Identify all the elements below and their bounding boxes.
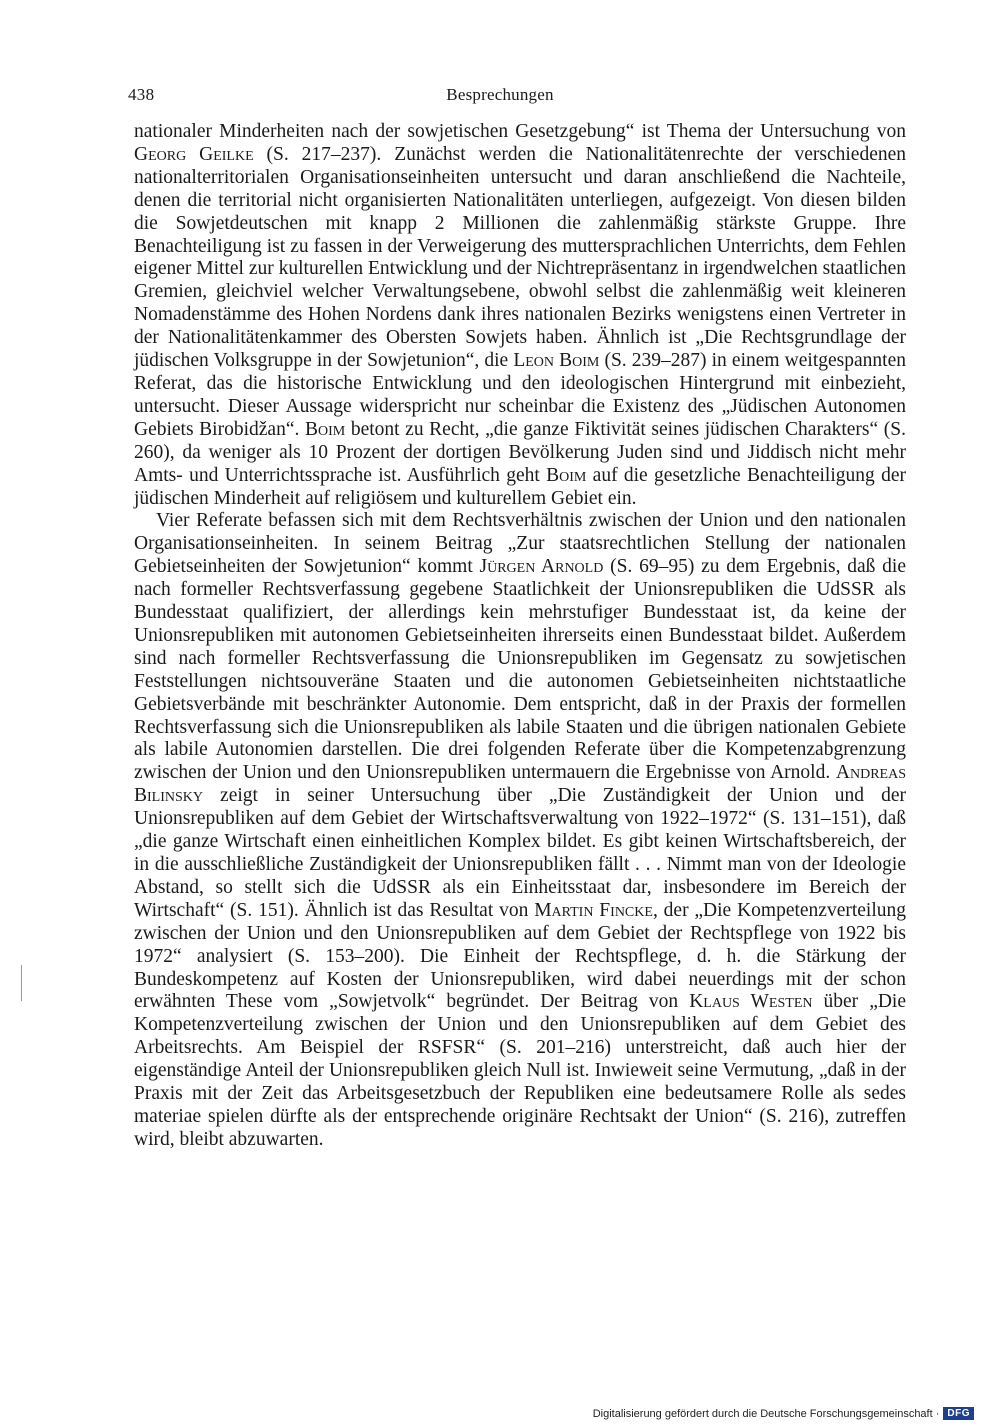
author-name: Martin Fincke [534, 899, 653, 921]
author-name: Boim [304, 418, 346, 440]
text-run: Vier Referate befassen sich mit dem Rechtsverhältnis zwischen der Union und den nationalen Organisationseinheiten. In seinem Beitrag „Zur staatsrechtlichen Stellung der nationalen Gebietseinheiten der Sowjetunion“ kommt [134, 510, 906, 578]
credit-text: Digitalisierung gefördert durch die Deutsche Forschungsgemeinschaft · [592, 1407, 940, 1420]
author-name: Boim [546, 464, 587, 486]
paragraph [134, 121, 906, 510]
margin-mark [21, 965, 22, 1001]
text-run: zeigt in seiner Untersuchung über „Die Zuständigkeit der Union und der Unionsrepubliken auf dem Gebiet der Wirtschaftsverwaltung von 1922–1972“ (S. 131–151), daß „die ganze Wirtschaft einen einheitlichen Komplex bildet. Es gibt keinen Wirtschaftsbereich, der in die ausschließliche Zuständigkeit der Unionsrepubliken fällt . . . Nimmt man von der Ideologie Abstand, so stellt sich die UdSSR als ein Einheitsstaat dar, insbesondere im Bereich der Wirtschaft“ (S. 151). Ähnlich ist das Resultat von [134, 785, 906, 921]
text-run: (S. 69–95) zu dem Ergebnis, daß die nach formeller Rechtsverfassung gegebene Staatlichkeit der Unionsrepubliken die UdSSR als Bundesstaat qualifiziert, der allerdings kein mehrstufiger Bundesstaat ist, da keine der Unionsrepubliken mit autonomen Gebietseinheiten ihrerseits einen Bundesstaat bildet. Außerdem sind nach formeller Rechtsverfassung die Unionsrepubliken im Gegensatz zu sowjetischen Feststellungen nichtsouveräne Staaten und die autonomen Gebietseinheiten nichtstaatliche Gebietsverbände mit beschränkter Autonomie. Dem entspricht, daß in der Praxis der formellen Rechtsverfassung sich die Unionsrepubliken als labile Staaten und die übrigen nationalen Gebiete als labile Autonomien darstellen. Die drei folgenden Referate über die Kompetenzabgrenzung zwischen der Union und den Unionsrepubliken untermauern die Ergebnisse von Arnold. [134, 556, 906, 784]
text-run: (S. 239–287) in einem weitgespannten Referat, das die historische Entwicklung und den ideologischen Hintergrund mit einbezieht, untersucht. Dieser Aussage widerspricht nur scheinbar die Existenz des „Jüdischen Autonomen Gebiets Birobidžan“. [134, 350, 906, 440]
text-run: über „Die Kompetenzverteilung zwischen der Union und den Unionsrepubliken auf dem Gebiet des Arbeitsrechts. Am Beispiel der RSFSR“ (S. 201–216) unterstreicht, daß auch hier der eigenständige Anteil der Unionsrepubliken gleich Null ist. Inwieweit seine Vermutung, „daß in der Praxis mit der Zeit das Arbeitsgesetzbuch der Republiken eine bedeutsamere Rolle als sedes materiae spielen dürfte als der entsprechende originäre Rechtsakt der Union“ (S. 216), zutreffen wird, bleibt abzuwarten. [134, 991, 907, 1150]
paragraph [134, 510, 906, 1151]
author-name: Jürgen Arnold [479, 556, 604, 578]
text-run: nationaler Minderheiten nach der sowjetischen Gesetzgebung“ ist Thema der Untersuchung von [134, 121, 906, 142]
author-name: Andreas Bilinsky [134, 762, 906, 807]
digitization-credit [593, 1407, 974, 1420]
text-run: auf die gesetzliche Benachteiligung der jüdischen Minderheit auf religiösem und kulturellem Gebiet ein. [134, 464, 906, 509]
author-name: Georg Geilke [134, 143, 254, 165]
author-name: Klaus Westen [689, 991, 813, 1013]
text-run: (S. 217–237). Zunächst werden die Nationalitätenrechte der verschiedenen nationalterritorialen Organisationseinheiten untersucht und daran anschließend die Nachteile, denen die territorial nicht organisierten Nationalitäten unterliegen, aufgezeigt. Von diesen bilden die Sowjetdeutschen mit knapp 2 Millionen die zahlenmäßig stärkste Gruppe. Ihre Benachteiligung ist zu fassen in der Verweigerung des muttersprachlichen Unterrichts, dem Fehlen eigener Mittel zur kulturellen Entwicklung und der Nichtrepräsentanz in irgendwelchen staatlichen Gremien, gleichviel welcher Verwaltungsebene, obwohl selbst die zahlenmäßig weit kleineren Nomadenstämme des Hohen Nordens dank ihres nationalen Bezirks wenigstens einen Vertreter in der Nationalitätenkammer des Obersten Sowjets haben. Ähnlich ist „Die Rechtsgrundlage der jüdischen Volksgruppe in der Sowjetunion“, die [134, 143, 907, 372]
text-run: , der „Die Kompetenzverteilung zwischen der Union und den Unionsrepubliken auf dem Gebiet der Rechtspflege von 1922 bis 1972“ analysiert (S. 153–200). Die Einheit der Rechtspflege, d. h. die Stärkung der Bundeskompetenz auf Kosten der Unionsrepubliken, wird dabei neuerdings mit der schon erwähnten These vom „Sowjetvolk“ begründet. Der Beitrag von [134, 899, 907, 1013]
running-head: Besprechungen [446, 85, 554, 104]
text-run: betont zu Recht, „die ganze Fiktivität seines jüdischen Charakters“ (S. 260), da weniger als 10 Prozent der dortigen Bevölkerung Juden sind und Jiddisch nicht mehr Amts- und Unterrichtssprache ist. Ausführlich geht [134, 418, 906, 486]
page-number: 438 [128, 85, 155, 104]
author-name: Leon Boim [513, 350, 600, 372]
dfg-logo: DFG [943, 1407, 974, 1420]
body-text [134, 121, 906, 1152]
